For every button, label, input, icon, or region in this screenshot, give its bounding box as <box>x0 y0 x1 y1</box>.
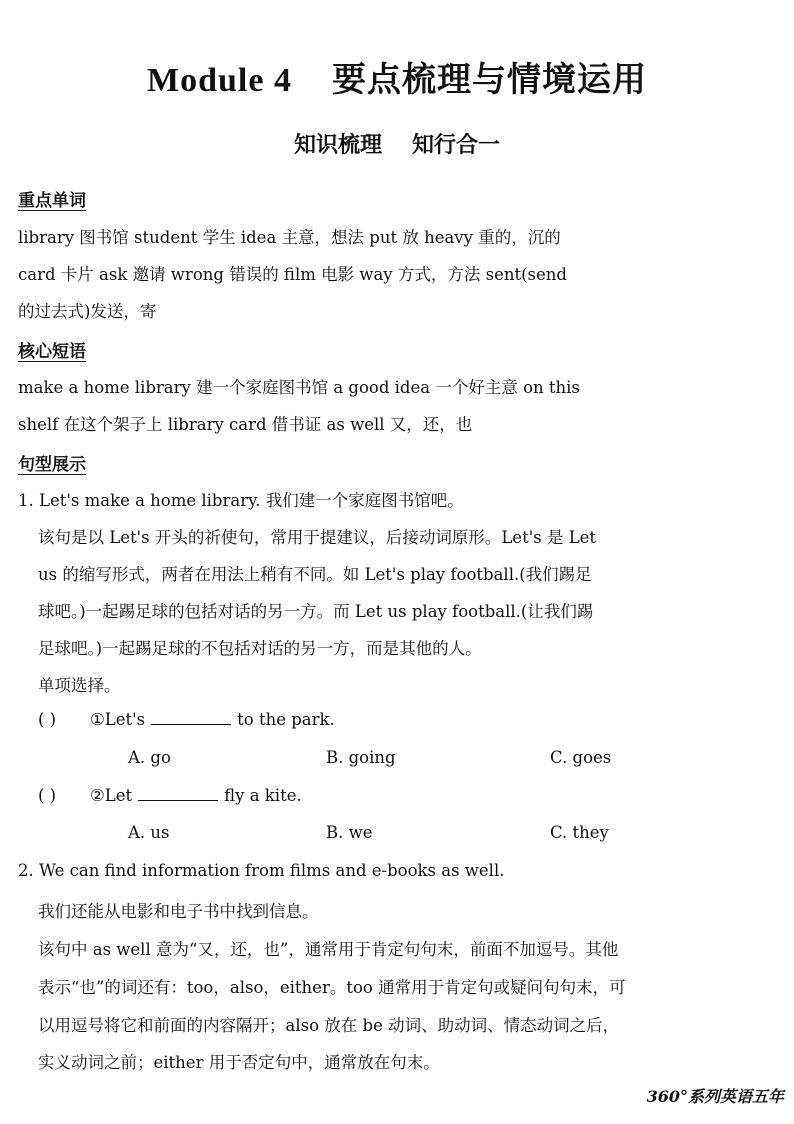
question-1 <box>38 710 335 729</box>
sentence-1-head: 1. Let's make a home library. 我们建一个家庭图书馆吧。 <box>18 491 464 510</box>
subtitle-a: 知识梳理 <box>293 132 382 158</box>
q1-option-b: B. going <box>326 748 396 767</box>
page-title <box>0 52 794 101</box>
question-2-before: ②Let <box>90 786 133 805</box>
sentence-1-line-3: 球吧。)一起踢足球的包括对话的另一方。而 Let us play football.(让我们踢 <box>38 602 594 621</box>
page-subtitle <box>0 128 794 159</box>
answer-paren[interactable]: ( ) <box>38 710 57 729</box>
section-heading-sentences: 句型展示 <box>18 455 86 475</box>
footer-series-label: 360°系列英语五年 <box>646 1087 784 1106</box>
section-heading-words: 重点单词 <box>18 191 86 211</box>
sentence-2-line-2: 该句中 as well 意为“又，还，也”，通常用于肯定句句末，前面不加逗号。其他 <box>38 940 619 959</box>
title-text: 要点梳理与情境运用 <box>331 60 647 100</box>
sentence-2-line-1: 我们还能从电影和电子书中找到信息。 <box>38 902 319 921</box>
answer-blank[interactable] <box>138 786 218 801</box>
choice-label: 单项选择。 <box>38 676 121 695</box>
q2-option-a: A. us <box>128 823 170 842</box>
q2-option-c: C. they <box>550 823 609 842</box>
sentence-2-head: 2. We can find information from films and e-books as well. <box>18 861 505 880</box>
sentence-1-line-2: us 的缩写形式，两者在用法上稍有不同。如 Let's play football.(我们踢足 <box>38 565 592 584</box>
words-line-3: 的过去式)发送，寄 <box>18 302 157 321</box>
subtitle-b: 知行合一 <box>412 132 501 158</box>
sentence-1-line-4: 足球吧。)一起踢足球的不包括对话的另一方，而是其他的人。 <box>38 639 482 658</box>
phrases-line-1: make a home library 建一个家庭图书馆 a good idea 一个好主意 on this <box>18 378 580 397</box>
phrases-line-2: shelf 在这个架子上 library card 借书证 as well 又，还，也 <box>18 415 473 434</box>
answer-blank[interactable] <box>151 710 231 725</box>
q1-option-a: A. go <box>128 748 171 767</box>
words-line-2: card 卡片 ask 邀请 wrong 错误的 film 电影 way 方式，方法 sent(send <box>18 265 567 284</box>
words-line-1: library 图书馆 student 学生 idea 主意，想法 put 放 heavy 重的，沉的 <box>18 228 561 247</box>
question-2-after: fly a kite. <box>224 786 302 805</box>
question-2 <box>38 786 302 805</box>
sentence-2-line-5: 实义动词之前；either 用于否定句中，通常放在句末。 <box>38 1053 440 1072</box>
question-1-before: ①Let's <box>90 710 146 729</box>
q2-option-b: B. we <box>326 823 373 842</box>
sentence-1-line-1: 该句是以 Let's 开头的祈使句，常用于提建议，后接动词原形。Let's 是 Let <box>38 528 597 547</box>
answer-paren[interactable]: ( ) <box>38 786 57 805</box>
sentence-2-line-3: 表示“也”的词还有：too，also，either。too 通常用于肯定句或疑问句句末，可 <box>38 978 626 997</box>
sentence-2-line-4: 以用逗号将它和前面的内容隔开；also 放在 be 动词、助动词、情态动词之后， <box>38 1016 620 1035</box>
section-heading-phrases: 核心短语 <box>18 342 86 362</box>
question-1-after: to the park. <box>237 710 335 729</box>
q1-option-c: C. goes <box>550 748 612 767</box>
module-number: Module 4 <box>147 62 292 99</box>
